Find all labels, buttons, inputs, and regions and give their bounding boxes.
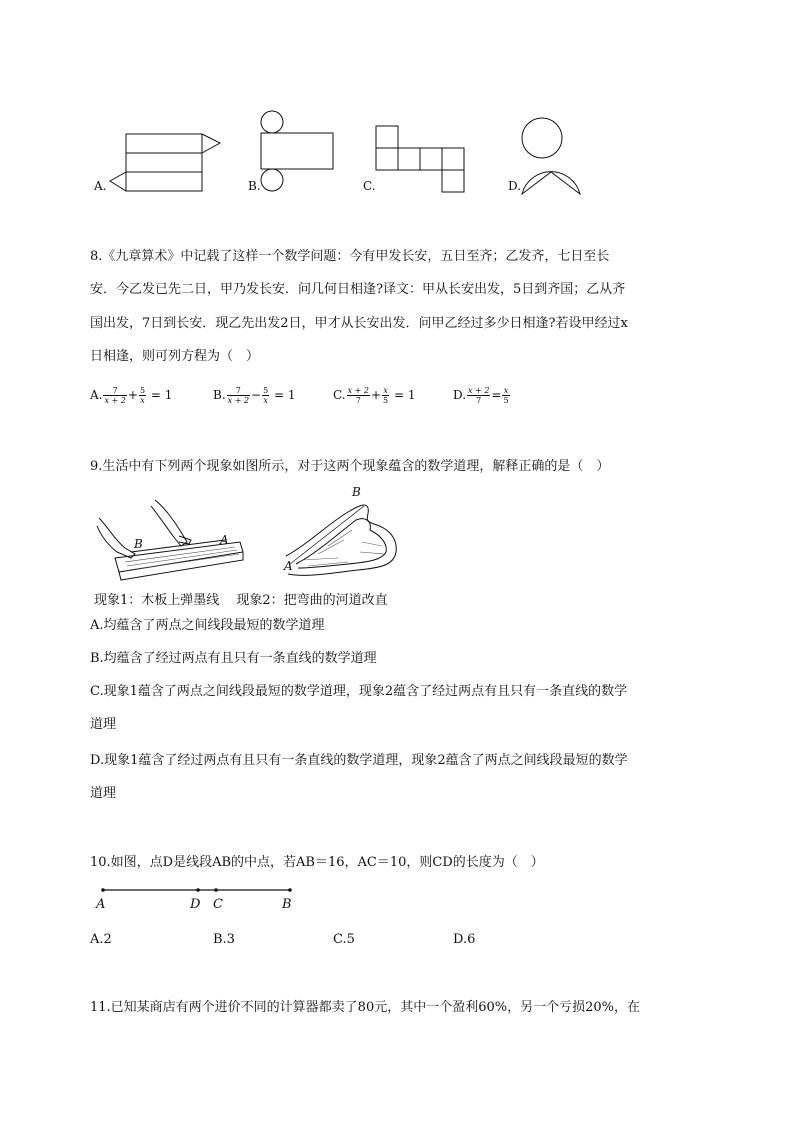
operator: = <box>491 388 502 402</box>
fraction: $\frac{x}{5}$ <box>503 386 509 405</box>
q10-point-b: B <box>282 897 292 912</box>
q8-option-c[interactable] <box>333 386 415 405</box>
q8-stem-line-3: 国出发，7日到长安．现乙先出发2日，甲才从长安出发．问甲乙经过多少日相逢?若设甲经过x <box>90 316 628 331</box>
q8-stem-line-1: 8.《九章算术》中记载了这样一个数学问题：今有甲发长安，五日至齐；乙发齐，七日至长 <box>90 249 610 264</box>
fraction: $\frac{x}{5}$ <box>383 386 389 405</box>
q9-fig1-point-a: A <box>220 533 229 547</box>
rhs: = 1 <box>274 388 296 402</box>
operator: + <box>127 388 138 402</box>
fraction: $\frac{7}{x + 2}$ <box>227 386 250 405</box>
q7-option-a-label: A. <box>94 179 107 193</box>
fraction: $\frac{x + 2}{7}$ <box>347 386 369 405</box>
operator: + <box>370 388 382 402</box>
q10-stem: 10.如图，点D是线段AB的中点，若AB＝16，AC＝10，则CD的长度为（ ） <box>90 855 544 870</box>
q9-option-b[interactable]: B.均蕴含了经过两点有且只有一条直线的数学道理 <box>90 651 377 666</box>
q9-fig2-point-b: B <box>352 485 361 499</box>
q8-option-c-label: C. <box>333 388 346 402</box>
q10-point-a: A <box>96 897 106 912</box>
q9-option-d-line-2: 道理 <box>90 786 117 801</box>
fraction: $\frac{x + 2}{7}$ <box>468 386 490 405</box>
q10-point-c: C <box>213 897 223 912</box>
q7-option-c-label: C. <box>363 179 376 193</box>
q7-option-d-label: D. <box>508 179 522 193</box>
q8-option-b-label: B. <box>213 388 226 402</box>
q7-option-d-figure <box>518 116 584 198</box>
fraction: $\frac{5}{x}$ <box>263 386 269 405</box>
q8-option-a[interactable] <box>90 386 172 405</box>
q8-option-a-label: A. <box>90 388 103 402</box>
q8-option-d-label: D. <box>453 388 467 402</box>
q9-fig2-point-a: A <box>284 559 293 573</box>
q7-option-a-figure <box>108 124 223 194</box>
q10-segment-figure <box>98 884 298 896</box>
q9-fig1-point-b: B <box>134 537 143 551</box>
q9-option-c-line-1[interactable]: C.现象1蕴含了两点之间线段最短的数学道理，现象2蕴含了经过两点有且只有一条直线的数学 <box>90 684 628 699</box>
q9-option-a[interactable]: A.均蕴含了两点之间线段最短的数学道理 <box>90 618 325 633</box>
q10-option-a[interactable]: A.2 <box>90 932 112 947</box>
q7-option-b-figure <box>258 110 338 198</box>
q9-stem: 9.生活中有下列两个现象如图所示，对于这两个现象蕴含的数学道理，解释正确的是（ ） <box>90 459 610 474</box>
fraction: $\frac{5}{x}$ <box>139 386 146 405</box>
q9-figure-2-river <box>278 494 408 586</box>
q10-option-b[interactable]: B.3 <box>213 932 235 947</box>
fraction: $\frac{7}{x + 2}$ <box>104 386 126 405</box>
rhs: = 1 <box>150 388 173 402</box>
q7-option-b-label: B. <box>248 179 261 193</box>
q8-stem-line-4: 日相逢，则可列方程为（ ） <box>90 349 260 364</box>
q9-figure-caption: 现象1：木板上弹墨线 现象2：把弯曲的河道改直 <box>94 593 388 608</box>
q7-option-c-figure <box>374 124 468 196</box>
q8-option-b[interactable] <box>213 386 296 405</box>
q10-point-d: D <box>190 897 201 912</box>
q8-stem-line-2: 安．今乙发已先二日，甲乃发长安．问几何日相逢?译文：甲从长安出发，5日到齐国；乙从齐 <box>90 282 626 297</box>
q7-figures <box>90 110 610 200</box>
rhs: = 1 <box>393 388 416 402</box>
q9-option-c-line-2: 道理 <box>90 717 117 732</box>
q8-option-d[interactable] <box>453 386 511 405</box>
q11-stem: 11.已知某商店有两个进价不同的计算器都卖了80元，其中一个盈利60%，另一个亏损20%，在 <box>90 1000 641 1015</box>
q9-option-d-line-1[interactable]: D.现象1蕴含了经过两点有且只有一条直线的数学道理，现象2蕴含了两点之间线段最短的数学 <box>90 753 628 768</box>
operator: − <box>251 388 262 402</box>
q10-option-d[interactable]: D.6 <box>453 932 476 947</box>
q10-option-c[interactable]: C.5 <box>333 932 355 947</box>
